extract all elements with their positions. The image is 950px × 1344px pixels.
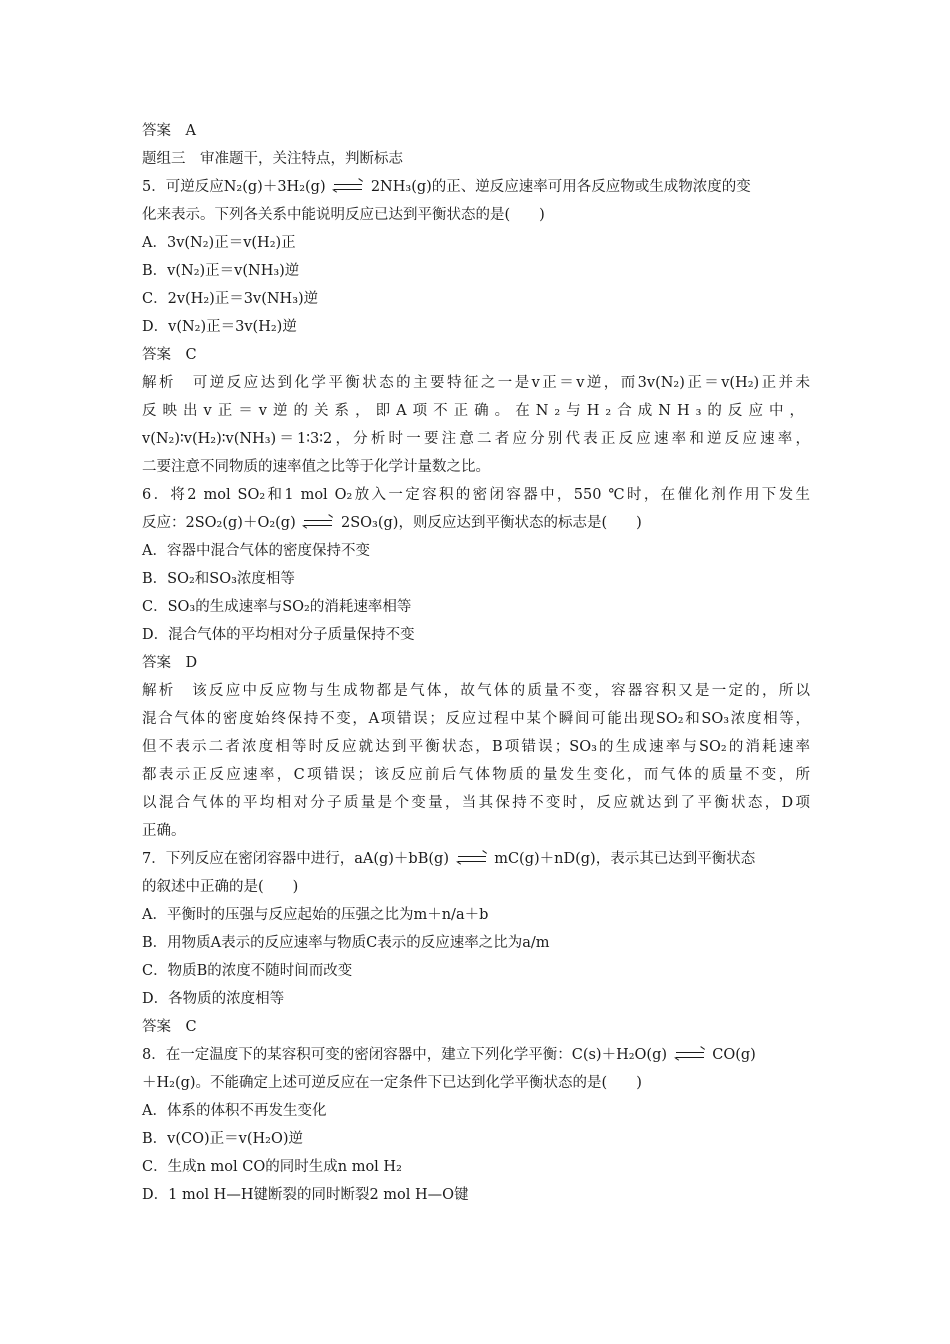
question-6-line-2	[142, 513, 810, 533]
equilibrium-arrow-icon	[330, 180, 366, 194]
equilibrium-arrow-icon	[672, 1048, 708, 1062]
equilibrium-arrow-icon	[454, 852, 490, 866]
q5-option-a: A．3v(N₂)正＝v(H₂)正	[142, 235, 296, 251]
q5-option-b: B．v(N₂)正＝v(NH₃)逆	[142, 263, 300, 279]
q7-reactants: 7．下列反应在密闭容器中进行，aA(g)＋bB(g)	[142, 851, 449, 867]
answer-7: 答案 C	[142, 1019, 197, 1035]
analysis-6-line-6: 正确。	[142, 823, 186, 839]
analysis-5-line-1: 解析 可逆反应达到化学平衡状态的主要特征之一是v正＝v逆，而3v(N₂)正＝v(H₂)正并未	[142, 375, 810, 391]
q7-option-b: B．用物质A表示的反应速率与物质C表示的反应速率之比为a/m	[142, 935, 550, 951]
answer-5: 答案 C	[142, 347, 197, 363]
analysis-6-line-2: 混合气体的密度始终保持不变，A项错误；反应过程中某个瞬间可能出现SO₂和SO₃浓度相等，	[142, 711, 810, 727]
q8-option-a: A．体系的体积不再发生变化	[142, 1103, 327, 1119]
q8-reactants: 8．在一定温度下的某容积可变的密闭容器中，建立下列化学平衡：C(s)＋H₂O(g)	[142, 1047, 668, 1063]
section-heading: 题组三 审准题干，关注特点，判断标志	[142, 151, 403, 167]
analysis-5-line-3: v(N₂)∶v(H₂)∶v(NH₃)＝1∶3∶2，分析时一要注意二者应分别代表正反应速率和逆反应速率，	[142, 431, 810, 447]
question-6-line-1: 6．将2 mol SO₂和1 mol O₂放入一定容积的密闭容器中，550 ℃时，在催化剂作用下发生	[142, 487, 810, 503]
question-5-line-1	[142, 177, 810, 197]
q6-option-d: D．混合气体的平均相对分子质量保持不变	[142, 627, 415, 643]
analysis-6-line-4: 都表示正反应速率，C项错误；该反应前后气体物质的量发生变化，而气体的质量不变，所	[142, 767, 810, 783]
q8-option-b: B．v(CO)正＝v(H₂O)逆	[142, 1131, 303, 1147]
q7-option-d: D．各物质的浓度相等	[142, 991, 285, 1007]
q7-option-c: C．物质B的浓度不随时间而改变	[142, 963, 353, 979]
q8-option-d: D．1 mol H—H键断裂的同时断裂2 mol H—O键	[142, 1187, 469, 1203]
q6-option-a: A．容器中混合气体的密度保持不变	[142, 543, 370, 559]
q5-products: 2NH₃(g)的正、逆反应速率可用各反应物或生成物浓度的变	[370, 179, 751, 195]
analysis-6-line-1: 解析 该反应中反应物与生成物都是气体，故气体的质量不变，容器容积又是一定的，所以	[142, 683, 810, 699]
q5-option-d: D．v(N₂)正＝3v(H₂)逆	[142, 319, 297, 335]
q6-reactants: 反应：2SO₂(g)＋O₂(g)	[142, 515, 296, 531]
q6-option-c: C．SO₃的生成速率与SO₂的消耗速率相等	[142, 599, 412, 615]
equilibrium-arrow-icon	[300, 516, 336, 530]
analysis-6-line-5: 以混合气体的平均相对分子质量是个变量，当其保持不变时，反应就达到了平衡状态，D项	[142, 795, 810, 811]
question-5-line-2: 化来表示。下列各关系中能说明反应已达到平衡状态的是( )	[142, 207, 545, 223]
analysis-6-line-3: 但不表示二者浓度相等时反应就达到平衡状态，B项错误；SO₃的生成速率与SO₂的消耗速率	[142, 739, 810, 755]
q8-products: CO(g)	[712, 1047, 756, 1063]
q7-option-a: A．平衡时的压强与反应起始的压强之比为m＋n/a＋b	[142, 907, 489, 923]
q6-products: 2SO₃(g)，则反应达到平衡状态的标志是( )	[340, 515, 642, 531]
q6-option-b: B．SO₂和SO₃浓度相等	[142, 571, 295, 587]
question-8-line-1	[142, 1045, 810, 1065]
answer-6: 答案 D	[142, 655, 198, 671]
question-8-line-2: ＋H₂(g)。不能确定上述可逆反应在一定条件下已达到化学平衡状态的是( )	[142, 1075, 642, 1091]
question-7-line-2: 的叙述中正确的是( )	[142, 879, 299, 895]
analysis-5-line-2: 反映出v正＝v逆的关系，即A项不正确。在N₂与H₂合成NH₃的反应中，	[142, 403, 810, 419]
q5-option-c: C．2v(H₂)正＝3v(NH₃)逆	[142, 291, 319, 307]
q8-option-c: C．生成n mol CO的同时生成n mol H₂	[142, 1159, 402, 1175]
q5-reactants: 5．可逆反应N₂(g)＋3H₂(g)	[142, 179, 326, 195]
answer-4: 答案 A	[142, 123, 196, 139]
question-7-line-1	[142, 849, 810, 869]
analysis-5-line-4: 二要注意不同物质的速率值之比等于化学计量数之比。	[142, 459, 490, 475]
q7-products: mC(g)＋nD(g)，表示其已达到平衡状态	[494, 851, 756, 867]
